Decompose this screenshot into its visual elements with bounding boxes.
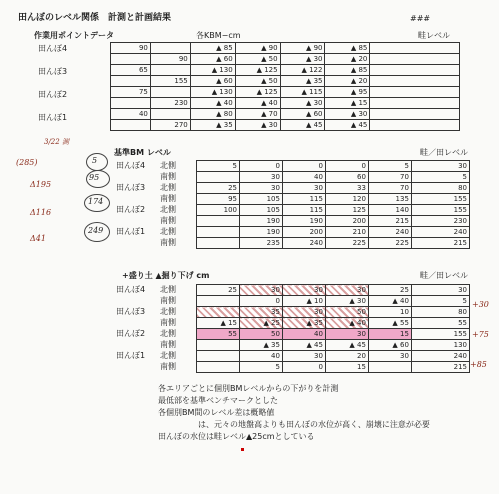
hand-left-4: Δ41: [30, 234, 46, 243]
table-cell: ▲ 40: [325, 318, 368, 329]
note-2: 最低部を基準ベンチマークとした: [158, 396, 278, 405]
doc-title: 田んぼのレベル関係 計測と計画結果: [18, 13, 172, 23]
side-label: 北側: [160, 183, 176, 192]
table-cell: 75: [111, 87, 151, 98]
table-cell: 60: [325, 172, 368, 183]
hand-left-1: (285): [16, 158, 38, 167]
table-cell: ▲ 40: [190, 98, 235, 109]
table-cell: 155: [150, 76, 190, 87]
table-row: [197, 183, 470, 194]
field-label: 田んぼ2: [116, 205, 146, 214]
section1-unit: 各KBM−cm: [196, 31, 241, 40]
table-cell: 30: [368, 351, 411, 362]
table-row: [197, 340, 470, 351]
table-cell: [150, 43, 190, 54]
table-cell: 40: [282, 329, 325, 340]
table-row: [111, 43, 460, 54]
table-cell: ▲ 130: [190, 65, 235, 76]
red-dot: [241, 448, 244, 451]
table-cell: ▲ 122: [280, 65, 325, 76]
table-row: [111, 54, 460, 65]
hand-side-1: +30: [472, 300, 489, 309]
doc-code: ###: [410, 14, 431, 23]
table-cell: 0: [282, 161, 325, 172]
table-cell: 120: [325, 194, 368, 205]
field-label: 田んぼ3: [116, 183, 146, 192]
table-cell: ▲ 125: [235, 65, 280, 76]
table-cell: 105: [239, 194, 282, 205]
table-cell: 235: [239, 238, 282, 249]
table-cell: 225: [325, 238, 368, 249]
section2-table: [196, 160, 470, 249]
field-label: 田んぼ1: [116, 227, 146, 236]
s1-field-4: 田んぼ4: [38, 44, 68, 53]
field-label: 田んぼ4: [116, 285, 146, 294]
table-cell: 215: [411, 362, 469, 373]
table-cell: ▲ 50: [235, 76, 280, 87]
table-cell: [197, 351, 240, 362]
table-cell: ▲ 50: [235, 54, 280, 65]
hand-left-2: Δ195: [30, 180, 52, 189]
side-label: 南側: [160, 216, 176, 225]
table-cell: 55: [411, 318, 469, 329]
table-cell: ▲ 30: [325, 109, 370, 120]
table-cell: 80: [411, 307, 469, 318]
table-cell: 230: [411, 216, 469, 227]
table-cell: ▲ 15: [325, 98, 370, 109]
hand-date: 3/22 測: [44, 138, 69, 146]
table-cell: 215: [368, 216, 411, 227]
table-cell: 40: [239, 351, 282, 362]
side-label: 北側: [160, 205, 176, 214]
section2-right-label: 畦／田レベル: [420, 148, 468, 157]
table-cell: [370, 109, 460, 120]
table-cell: [197, 296, 240, 307]
table-cell: 190: [239, 227, 282, 238]
side-label: 南側: [160, 172, 176, 181]
table-cell: ▲ 90: [235, 43, 280, 54]
table-cell: ▲ 90: [280, 43, 325, 54]
note-5: 田んぼの水位は畦レベル▲25cmとしている: [158, 432, 315, 441]
table-cell: ▲ 55: [368, 318, 411, 329]
section3-table: [196, 284, 470, 373]
table-cell: 30: [239, 285, 282, 296]
table-row: [197, 318, 470, 329]
side-label: 北側: [160, 329, 176, 338]
table-cell: 25: [197, 183, 240, 194]
table-cell: ▲ 35: [282, 318, 325, 329]
table-cell: 35: [239, 307, 282, 318]
table-cell: [197, 340, 240, 351]
table-row: [197, 296, 470, 307]
table-cell: [197, 216, 240, 227]
table-cell: 40: [111, 109, 151, 120]
table-cell: 10: [368, 307, 411, 318]
table-cell: ▲ 45: [280, 120, 325, 131]
table-cell: ▲ 60: [190, 54, 235, 65]
table-cell: 190: [239, 216, 282, 227]
table-cell: ▲ 60: [280, 109, 325, 120]
table-cell: ▲ 70: [235, 109, 280, 120]
side-label: 北側: [160, 227, 176, 236]
table-cell: 30: [282, 351, 325, 362]
table-cell: ▲ 45: [325, 120, 370, 131]
table-cell: 240: [282, 238, 325, 249]
table-cell: 210: [325, 227, 368, 238]
table-cell: [150, 109, 190, 120]
table-cell: ▲ 60: [190, 76, 235, 87]
table-cell: 115: [282, 205, 325, 216]
table-cell: ▲ 35: [190, 120, 235, 131]
table-cell: 15: [368, 329, 411, 340]
table-cell: ▲ 20: [325, 54, 370, 65]
table-cell: 20: [325, 351, 368, 362]
table-cell: ▲ 95: [325, 87, 370, 98]
section1-table: [110, 42, 460, 131]
table-cell: 155: [411, 329, 469, 340]
side-label: 南側: [160, 194, 176, 203]
circled-3: 174: [88, 197, 104, 206]
table-cell: [197, 362, 240, 373]
hand-side-3: +85: [470, 360, 487, 369]
table-cell: 240: [368, 227, 411, 238]
table-cell: ▲ 40: [368, 296, 411, 307]
section3-title: +盛り土 ▲掘り下げ cm: [122, 271, 210, 280]
side-label: 北側: [160, 161, 176, 170]
table-cell: ▲ 30: [235, 120, 280, 131]
table-cell: 100: [197, 205, 240, 216]
table-cell: 130: [411, 340, 469, 351]
table-cell: [111, 98, 151, 109]
table-cell: [370, 98, 460, 109]
table-row: [197, 227, 470, 238]
side-label: 北側: [160, 285, 176, 294]
table-row: [197, 205, 470, 216]
table-row: [111, 65, 460, 76]
side-label: 南側: [160, 340, 176, 349]
table-cell: [111, 54, 151, 65]
table-cell: 155: [411, 194, 469, 205]
field-label: 田んぼ2: [116, 329, 146, 338]
table-cell: 5: [368, 161, 411, 172]
table-cell: ▲ 45: [325, 340, 368, 351]
table-cell: 70: [368, 183, 411, 194]
table-cell: 0: [239, 296, 282, 307]
table-row: [197, 329, 470, 340]
table-cell: 200: [325, 216, 368, 227]
table-cell: 90: [111, 43, 151, 54]
table-cell: 40: [282, 172, 325, 183]
table-cell: 5: [197, 161, 240, 172]
table-row: [111, 87, 460, 98]
table-row: [111, 109, 460, 120]
table-cell: ▲ 35: [280, 76, 325, 87]
table-cell: 95: [197, 194, 240, 205]
table-cell: 30: [282, 183, 325, 194]
table-cell: 25: [197, 285, 240, 296]
table-cell: 225: [368, 238, 411, 249]
table-cell: 5: [411, 296, 469, 307]
table-cell: [197, 227, 240, 238]
table-cell: ▲ 15: [197, 318, 240, 329]
table-cell: 0: [239, 161, 282, 172]
table-cell: [111, 76, 151, 87]
table-cell: 230: [150, 98, 190, 109]
table-row: [197, 238, 470, 249]
side-label: 南側: [160, 238, 176, 247]
table-cell: ▲ 45: [282, 340, 325, 351]
table-cell: 135: [368, 194, 411, 205]
table-cell: 30: [239, 183, 282, 194]
table-cell: [370, 87, 460, 98]
table-cell: 215: [411, 238, 469, 249]
table-cell: ▲ 85: [325, 43, 370, 54]
table-cell: 70: [368, 172, 411, 183]
table-cell: 30: [325, 329, 368, 340]
hand-left-3: Δ116: [30, 208, 52, 217]
table-cell: 90: [150, 54, 190, 65]
table-cell: 155: [411, 205, 469, 216]
table-cell: [370, 120, 460, 131]
note-3: 各個別BM間のレベル差は概略値: [158, 408, 275, 417]
table-row: [111, 98, 460, 109]
side-label: 北側: [160, 307, 176, 316]
section2-title: 基準BM レベル: [114, 148, 171, 157]
table-row: [197, 362, 470, 373]
table-cell: [111, 120, 151, 131]
table-cell: 125: [325, 205, 368, 216]
table-cell: 30: [282, 285, 325, 296]
field-label: 田んぼ1: [116, 351, 146, 360]
s1-field-1: 田んぼ1: [38, 113, 68, 122]
table-row: [197, 285, 470, 296]
table-cell: 30: [282, 307, 325, 318]
circled-4: 249: [88, 226, 104, 235]
table-cell: [197, 172, 240, 183]
table-cell: 30: [325, 285, 368, 296]
table-cell: [368, 362, 411, 373]
field-label: 田んぼ3: [116, 307, 146, 316]
table-cell: [370, 65, 460, 76]
table-row: [197, 307, 470, 318]
table-cell: ▲ 85: [325, 65, 370, 76]
table-cell: ▲ 30: [325, 296, 368, 307]
table-cell: ▲ 20: [325, 76, 370, 87]
table-cell: 240: [411, 227, 469, 238]
s1-field-2: 田んぼ2: [38, 90, 68, 99]
table-cell: [197, 238, 240, 249]
side-label: 南側: [160, 362, 176, 371]
table-cell: 15: [325, 362, 368, 373]
table-cell: 33: [325, 183, 368, 194]
s1-field-3: 田んぼ3: [38, 67, 68, 76]
table-cell: 0: [282, 362, 325, 373]
section1-right-label: 畦レベル: [418, 31, 450, 40]
table-cell: ▲ 80: [190, 109, 235, 120]
table-cell: 50: [325, 307, 368, 318]
table-row: [197, 194, 470, 205]
table-cell: ▲ 85: [190, 43, 235, 54]
table-cell: 50: [239, 329, 282, 340]
table-cell: [370, 54, 460, 65]
table-cell: [370, 76, 460, 87]
table-row: [197, 216, 470, 227]
table-row: [111, 120, 460, 131]
table-cell: 240: [411, 351, 469, 362]
table-cell: 115: [282, 194, 325, 205]
table-cell: ▲ 40: [235, 98, 280, 109]
note-1: 各エリアごとに個別BMレベルからの下がりを計測: [158, 384, 339, 393]
table-cell: [150, 65, 190, 76]
table-cell: 30: [411, 161, 469, 172]
table-cell: 65: [111, 65, 151, 76]
table-cell: ▲ 30: [280, 98, 325, 109]
side-label: 南側: [160, 296, 176, 305]
table-cell: ▲ 125: [235, 87, 280, 98]
table-cell: 200: [282, 227, 325, 238]
table-row: [197, 351, 470, 362]
table-cell: [197, 307, 240, 318]
table-cell: 190: [282, 216, 325, 227]
table-cell: 5: [239, 362, 282, 373]
table-cell: 55: [197, 329, 240, 340]
table-cell: 80: [411, 183, 469, 194]
table-cell: 105: [239, 205, 282, 216]
hand-side-2: +75: [472, 330, 489, 339]
table-cell: ▲ 60: [368, 340, 411, 351]
table-cell: ▲ 25: [239, 318, 282, 329]
section1-label: 作業用ポイントデータ: [34, 31, 114, 40]
side-label: 北側: [160, 351, 176, 360]
circled-1: 5: [92, 156, 98, 165]
table-cell: ▲ 35: [239, 340, 282, 351]
note-4: は、元々の地盤高よりも田んぼの水位が高く、崩壊に注意が必要: [198, 420, 430, 429]
table-cell: 5: [411, 172, 469, 183]
side-label: 南側: [160, 318, 176, 327]
table-row: [111, 76, 460, 87]
table-row: [197, 172, 470, 183]
table-cell: 270: [150, 120, 190, 131]
table-cell: 25: [368, 285, 411, 296]
table-cell: ▲ 30: [280, 54, 325, 65]
table-cell: ▲ 130: [190, 87, 235, 98]
table-cell: [150, 87, 190, 98]
table-cell: ▲ 10: [282, 296, 325, 307]
table-cell: 0: [325, 161, 368, 172]
table-cell: ▲ 115: [280, 87, 325, 98]
section3-right-label: 畦／田レベル: [420, 271, 468, 280]
table-cell: 30: [239, 172, 282, 183]
table-cell: 140: [368, 205, 411, 216]
table-cell: [370, 43, 460, 54]
field-label: 田んぼ4: [116, 161, 146, 170]
table-cell: 30: [411, 285, 469, 296]
circled-2: 95: [89, 173, 100, 182]
table-row: [197, 161, 470, 172]
